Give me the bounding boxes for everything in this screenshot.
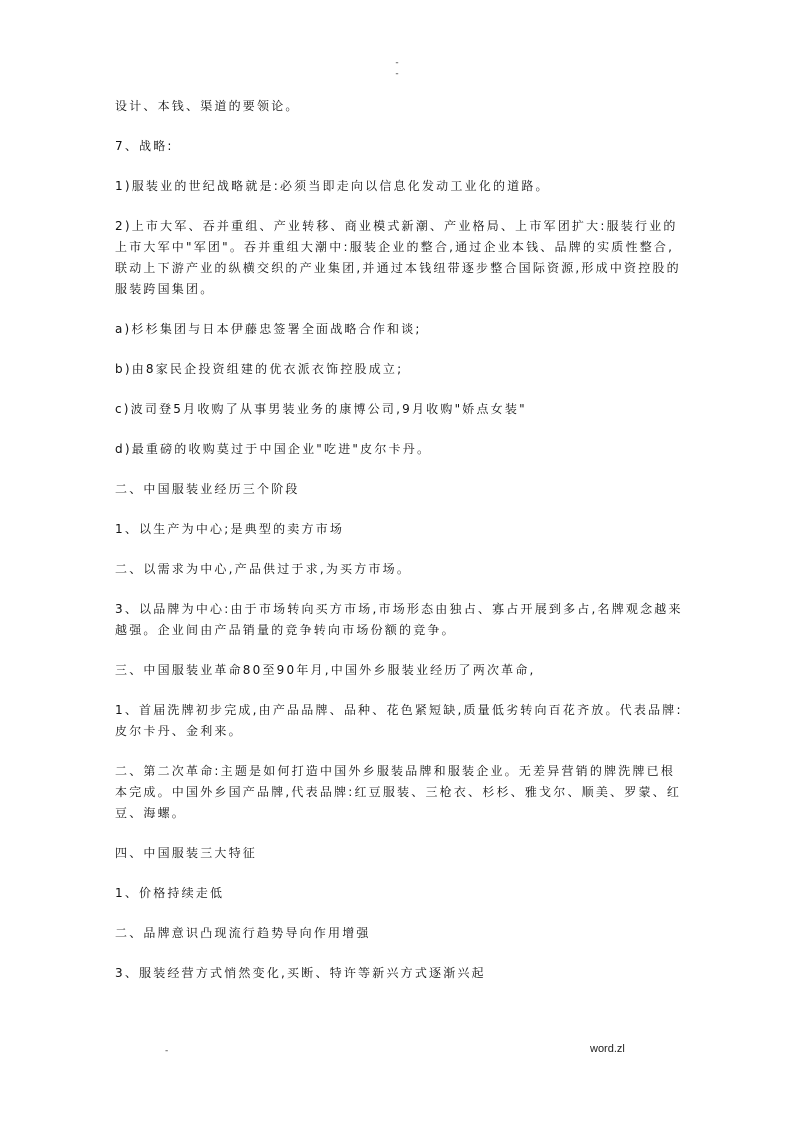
footer-source-text: word.zl	[590, 1043, 625, 1055]
header-mark-top: -	[395, 58, 399, 68]
paragraph: 1、价格持续走低	[115, 886, 225, 900]
section-heading: 四、中国服装三大特征	[115, 846, 258, 860]
paragraph: 1)服装业的世纪战略就是:必须当即走向以信息化发动工业化的道路。	[115, 179, 550, 193]
section-heading: 三、中国服装业革命80至90年月,中国外乡服装业经历了两次革命,	[115, 663, 536, 677]
paragraph: 1、首届洗牌初步完成,由产品品牌、品种、花色紧短缺,质量低劣转向百花齐放。代表品牌:皮尔卡丹、金利来。	[115, 703, 683, 738]
paragraph: 二、品牌意识凸现流行趋势导向作用增强	[115, 926, 371, 940]
page-header-marks	[390, 58, 404, 80]
paragraph: a)杉杉集团与日本伊藤忠签署全面战略合作和谈;	[115, 322, 422, 336]
paragraph: 设计、本钱、渠道的要领论。	[115, 99, 300, 113]
paragraph: c)波司登5月收购了从事男装业务的康博公司,9月收购"娇点女装"	[115, 402, 527, 416]
paragraph: 3、服装经营方式悄然变化,买断、特许等新兴方式逐渐兴起	[115, 966, 486, 980]
paragraph: 二、第二次革命:主题是如何打造中国外乡服装品牌和服装企业。无差异营销的牌洗牌已根本完成。中国外乡国产品牌,代表品牌:红豆服装、三枪衣、杉杉、雅戈尔、顺美、罗蒙、红豆、海螺。	[115, 764, 682, 820]
paragraph: d)最重磅的收购莫过于中国企业"吃进"皮尔卡丹。	[115, 442, 432, 456]
paragraph: 1、以生产为中心;是典型的卖方市场	[115, 522, 345, 536]
paragraph: b)由8家民企投资组建的优衣派衣饰控股成立;	[115, 362, 404, 376]
footer-left-mark: -	[165, 1046, 169, 1056]
document-body	[115, 96, 685, 1003]
section-heading: 二、中国服装业经历三个阶段	[115, 482, 300, 496]
header-mark-bottom: -	[395, 69, 399, 79]
paragraph: 2)上市大军、吞并重组、产业转移、商业模式新潮、产业格局、上市军团扩大:服装行业的上市大军中"军团"。吞并重组大潮中:服装企业的整合,通过企业本钱、品牌的实质性整合,联动上下游产业的纵横交织的产业集团,并通过本钱纽带逐步整合国际资源,形成中资控股的服装跨国集团。	[115, 219, 681, 296]
paragraph: 7、战略:	[115, 139, 174, 153]
paragraph: 二、以需求为中心,产品供过于求,为买方市场。	[115, 562, 412, 576]
paragraph: 3、以品牌为中心:由于市场转向买方市场,市场形态由独占、寡占开展到多占,名牌观念越来越强。企业间由产品销量的竞争转向市场份额的竞争。	[115, 602, 683, 637]
